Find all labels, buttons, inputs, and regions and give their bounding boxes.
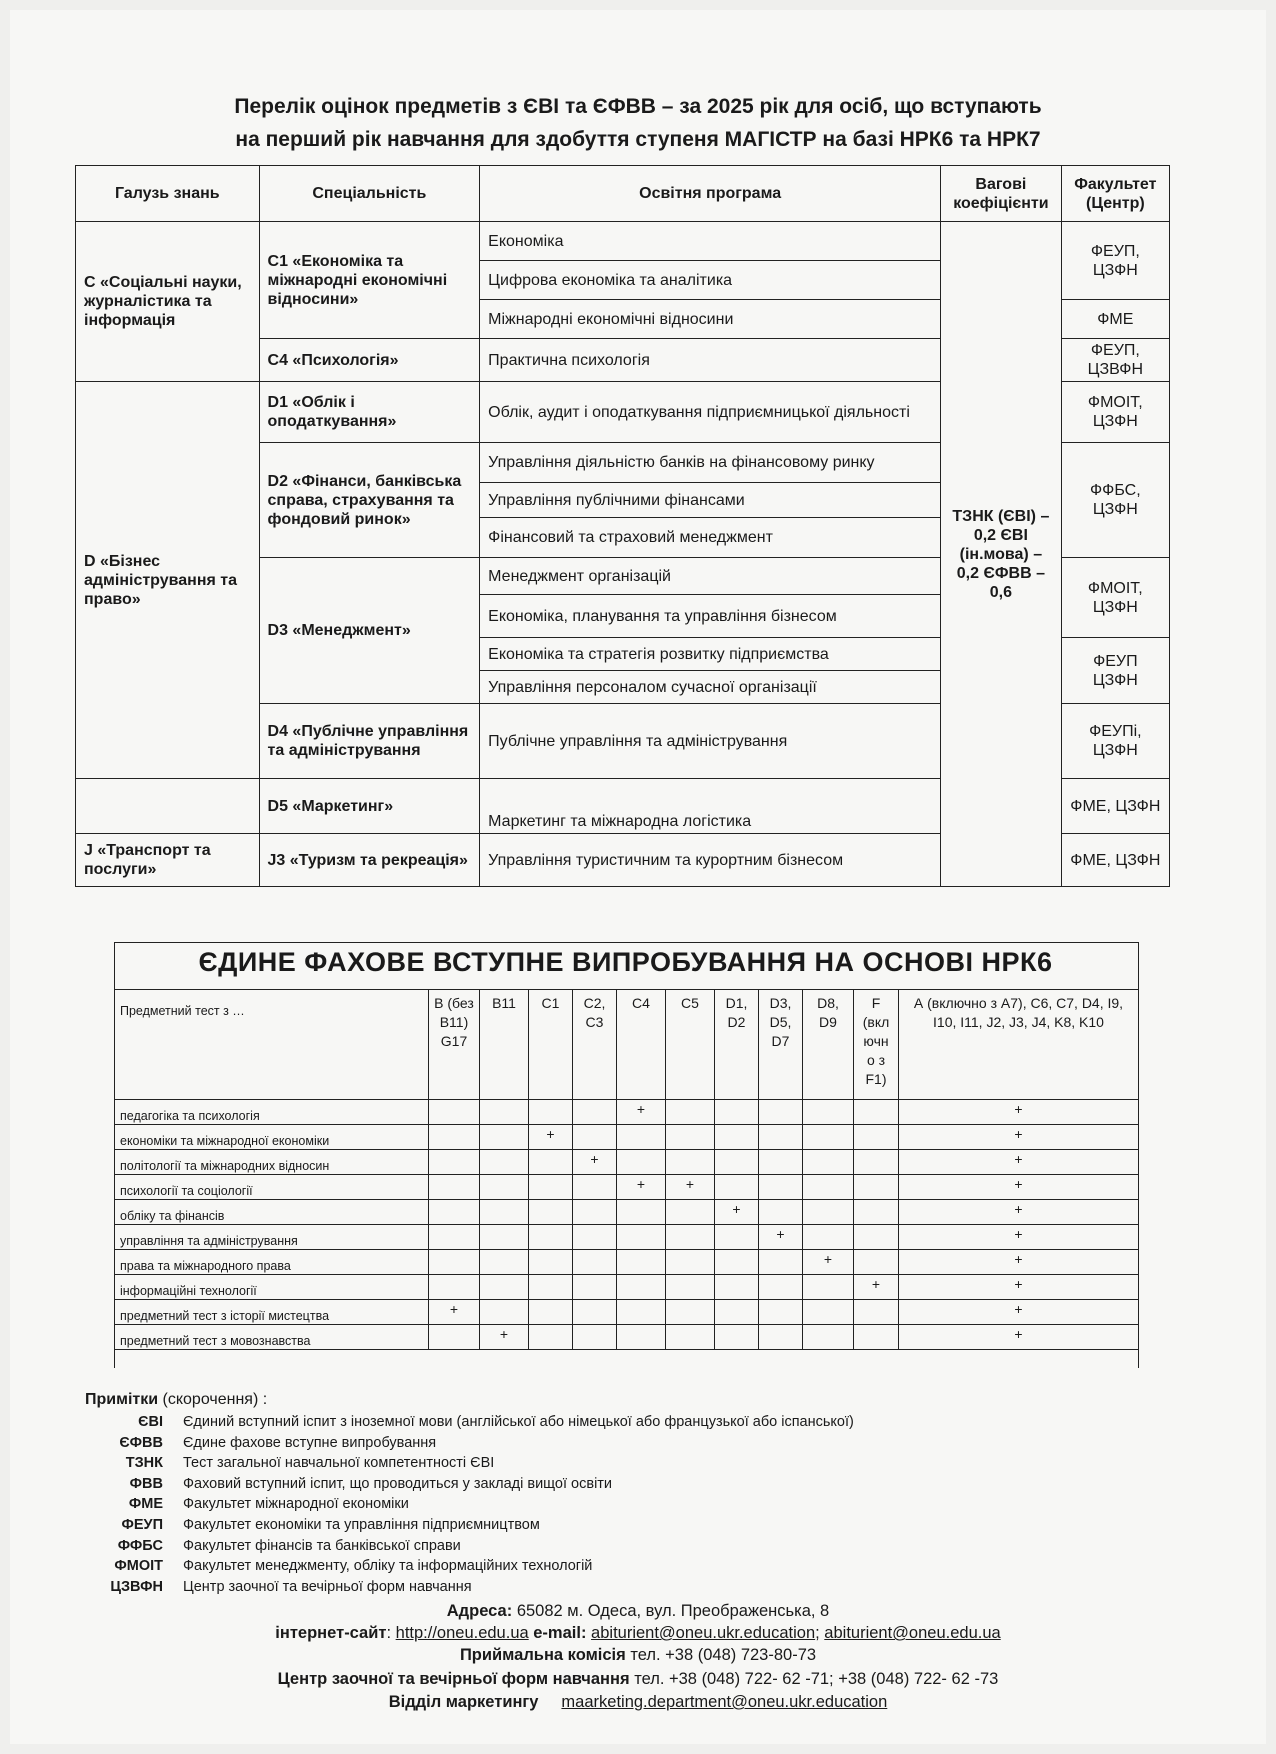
abbreviation-definition: Факультет фінансів та банківської справи bbox=[183, 1537, 461, 1554]
exam-cell bbox=[529, 1150, 573, 1175]
notes-heading: Примітки (скорочення) : bbox=[85, 1391, 268, 1408]
specialty-d1: D1 «Облік і оподаткування» bbox=[259, 382, 480, 443]
specialty-d2: D2 «Фінанси, банківська справа, страхування та фондовий ринок» bbox=[259, 443, 480, 558]
exam-column-header: С2, С3 bbox=[573, 990, 617, 1100]
exam-cell bbox=[480, 1300, 529, 1325]
exam-corner-label: Предметний тест з … bbox=[115, 990, 429, 1100]
specialty-d3: D3 «Менеджмент» bbox=[259, 558, 480, 704]
exam-cell bbox=[529, 1275, 573, 1300]
exam-cell bbox=[666, 1225, 715, 1250]
exam-row bbox=[115, 1100, 1139, 1125]
exam-cell bbox=[854, 1125, 899, 1150]
abbreviation-definition: Центр заочної та вечірньої форм навчання bbox=[183, 1578, 472, 1595]
header-faculty: Факультет (Центр) bbox=[1061, 166, 1169, 222]
exam-cell bbox=[617, 1325, 666, 1350]
exam-cell bbox=[715, 1175, 759, 1200]
exam-cell bbox=[480, 1175, 529, 1200]
exam-cell bbox=[573, 1200, 617, 1225]
exam-cell bbox=[715, 1100, 759, 1125]
exam-cell bbox=[666, 1200, 715, 1225]
exam-cell bbox=[529, 1325, 573, 1350]
exam-cell bbox=[480, 1250, 529, 1275]
exam-cell bbox=[899, 1150, 1139, 1175]
exam-cell bbox=[617, 1125, 666, 1150]
exam-row bbox=[115, 1300, 1139, 1325]
footer-center: Центр заочної та вечірньої форм навчання тел. +38 (048) 722- 62 -71; +38 (048) 722- 62 -73 bbox=[277, 1670, 999, 1688]
exam-cell bbox=[429, 1250, 480, 1275]
exam-row bbox=[115, 1325, 1139, 1350]
exam-cell bbox=[617, 1150, 666, 1175]
table-row bbox=[76, 222, 1170, 261]
faculty-cell: ФЕУП ЦЗФН bbox=[1061, 638, 1169, 704]
exam-cell bbox=[715, 1125, 759, 1150]
exam-cell bbox=[573, 1250, 617, 1275]
faculty-cell: ФЕУП, ЦЗФН bbox=[1061, 222, 1169, 300]
exam-cell bbox=[429, 1100, 480, 1125]
title-line-2: на перший рік навчання для здобуття ступеня МАГІСТР на базі НРК6 та НРК7 bbox=[235, 128, 1041, 151]
exam-cell bbox=[480, 1275, 529, 1300]
exam-cell bbox=[429, 1300, 480, 1325]
abbreviation: ФМОІТ bbox=[114, 1558, 163, 1575]
exam-cell bbox=[529, 1100, 573, 1125]
plus-mark: + bbox=[1014, 1326, 1023, 1342]
exam-cell bbox=[617, 1225, 666, 1250]
email-link[interactable]: abiturient@oneu.edu.ua bbox=[824, 1624, 1001, 1642]
exam-column-header: С5 bbox=[666, 990, 715, 1100]
exam-cell bbox=[617, 1250, 666, 1275]
exam-row-label: економіки та міжнародної економіки bbox=[115, 1125, 429, 1150]
exam-header-row bbox=[115, 990, 1139, 1100]
plus-mark: + bbox=[1014, 1126, 1023, 1142]
exam-row-label: права та міжнародного права bbox=[115, 1250, 429, 1275]
exam-cell bbox=[899, 1200, 1139, 1225]
exam-cell bbox=[715, 1250, 759, 1275]
abbreviation: ФМЕ bbox=[128, 1496, 163, 1513]
plus-mark: + bbox=[636, 1176, 646, 1192]
exam-cell bbox=[854, 1275, 899, 1300]
exam-column-header: F (вкл ючн о з F1) bbox=[854, 990, 899, 1100]
header-area: Галузь знань bbox=[76, 166, 260, 222]
exam-cell bbox=[854, 1325, 899, 1350]
document-title bbox=[0, 90, 1276, 156]
exam-cell bbox=[759, 1175, 803, 1200]
exam-cell bbox=[759, 1100, 803, 1125]
exam-cell bbox=[715, 1300, 759, 1325]
exam-cell bbox=[480, 1325, 529, 1350]
exam-cell bbox=[759, 1325, 803, 1350]
exam-cell bbox=[666, 1125, 715, 1150]
exam-cell bbox=[899, 1275, 1139, 1300]
exam-cell bbox=[759, 1225, 803, 1250]
header-coefficients: Вагові коефіцієнти bbox=[941, 166, 1062, 222]
exam-cell bbox=[529, 1225, 573, 1250]
title-line-1: Перелік оцінок предметів з ЄВІ та ЄФВВ – за 2025 рік для осіб, що вступають bbox=[234, 95, 1042, 118]
abbreviation-definition: Факультет менеджменту, обліку та інформаційних технологій bbox=[183, 1558, 593, 1575]
exam-column-header: В (без В11) G17 bbox=[429, 990, 480, 1100]
exam-column-header: D8, D9 bbox=[803, 990, 854, 1100]
exam-row bbox=[115, 1150, 1139, 1175]
exam-cell bbox=[573, 1175, 617, 1200]
exam-cell bbox=[666, 1175, 715, 1200]
entrance-exam-title: ЄДИНЕ ФАХОВЕ ВСТУПНЕ ВИПРОБУВАННЯ НА ОСНОВІ НРК6 bbox=[198, 947, 1053, 977]
exam-cell bbox=[803, 1175, 854, 1200]
plus-mark: + bbox=[1014, 1301, 1023, 1317]
plus-mark: + bbox=[1014, 1101, 1023, 1117]
abbreviation-definition: Факультет міжнародної економіки bbox=[183, 1496, 409, 1513]
program-cell: Міжнародні економічні відносини bbox=[480, 300, 941, 339]
exam-cell bbox=[617, 1100, 666, 1125]
exam-cell bbox=[759, 1250, 803, 1275]
faculty-cell: ФМЕ bbox=[1061, 300, 1169, 339]
exam-cell bbox=[666, 1325, 715, 1350]
exam-cell bbox=[529, 1200, 573, 1225]
exam-cell bbox=[529, 1125, 573, 1150]
plus-mark: + bbox=[871, 1276, 881, 1292]
program-cell: Публічне управління та адміністрування bbox=[480, 704, 941, 779]
header-program: Освітня програма bbox=[480, 166, 941, 222]
exam-cell bbox=[529, 1300, 573, 1325]
exam-cell bbox=[480, 1100, 529, 1125]
abbreviation: ФВВ bbox=[129, 1475, 163, 1492]
exam-cell bbox=[854, 1200, 899, 1225]
exam-cell bbox=[759, 1200, 803, 1225]
exam-cell bbox=[803, 1225, 854, 1250]
exam-cell bbox=[429, 1325, 480, 1350]
exam-cell bbox=[666, 1300, 715, 1325]
exam-row-label: управління та адміністрування bbox=[115, 1225, 429, 1250]
exam-column-header: D1, D2 bbox=[715, 990, 759, 1100]
plus-mark: + bbox=[1014, 1226, 1023, 1242]
faculty-cell: ФМЕ, ЦЗФН bbox=[1061, 779, 1169, 834]
program-cell: Управління персоналом сучасної організації bbox=[480, 671, 941, 704]
abbreviation-definition: Єдине фахове вступне випробування bbox=[183, 1434, 437, 1451]
exam-column-header: В11 bbox=[480, 990, 529, 1100]
footer-marketing: Відділ маркетингу maarketing.department@oneu.ukr.education bbox=[388, 1693, 888, 1711]
specialty-d5: D5 «Маркетинг» bbox=[259, 779, 480, 834]
exam-cell bbox=[899, 1125, 1139, 1150]
program-cell: Фінансовий та страховий менеджмент bbox=[480, 518, 941, 558]
exam-row-label: психології та соціології bbox=[115, 1175, 429, 1200]
header-specialty: Спеціальність bbox=[259, 166, 480, 222]
plus-mark: + bbox=[685, 1176, 695, 1192]
specialty-c4: С4 «Психологія» bbox=[259, 339, 480, 382]
exam-cell bbox=[759, 1275, 803, 1300]
exam-row bbox=[115, 1225, 1139, 1250]
footer-commission: Приймальна комісія тел. +38 (048) 723-80-73 bbox=[459, 1646, 817, 1664]
program-cell: Управління діяльністю банків на фінансовому ринку bbox=[480, 443, 941, 483]
plus-mark: + bbox=[590, 1151, 599, 1167]
exam-cell bbox=[573, 1225, 617, 1250]
program-cell: Маркетинг та міжнародна логістика bbox=[480, 779, 941, 834]
program-cell: Облік, аудит і оподаткування підприємницької діяльності bbox=[480, 382, 941, 443]
exam-cell bbox=[715, 1225, 759, 1250]
abbreviation-definition: Факультет економіки та управління підприємництвом bbox=[183, 1516, 540, 1533]
exam-cell bbox=[803, 1125, 854, 1150]
exam-cell bbox=[666, 1150, 715, 1175]
exam-column-header: С4 bbox=[617, 990, 666, 1100]
faculty-cell: ФМЕ, ЦЗФН bbox=[1061, 834, 1169, 887]
exam-row bbox=[115, 1275, 1139, 1300]
abbreviation: ЄВІ bbox=[138, 1414, 163, 1430]
exam-cell bbox=[759, 1125, 803, 1150]
exam-cell bbox=[715, 1150, 759, 1175]
program-cell: Практична психологія bbox=[480, 339, 941, 382]
exam-cell bbox=[573, 1100, 617, 1125]
exam-cell bbox=[715, 1200, 759, 1225]
exam-cell bbox=[429, 1175, 480, 1200]
area-j: J «Транспорт та послуги» bbox=[76, 834, 260, 887]
plus-mark: + bbox=[1014, 1151, 1023, 1167]
exam-cell bbox=[899, 1225, 1139, 1250]
exam-cell bbox=[429, 1225, 480, 1250]
abbreviation: ЦЗВФН bbox=[110, 1578, 163, 1595]
exam-row-label: предметний тест з історії мистецтва bbox=[115, 1300, 429, 1325]
plus-mark: + bbox=[499, 1326, 509, 1342]
exam-cell bbox=[573, 1150, 617, 1175]
exam-cell bbox=[573, 1300, 617, 1325]
exam-cell bbox=[803, 1250, 854, 1275]
plus-mark: + bbox=[636, 1101, 646, 1117]
abbreviation-definition: Фаховий вступний іспит, що проводиться у закладі вищої освіти bbox=[183, 1475, 613, 1492]
exam-cell bbox=[899, 1250, 1139, 1275]
program-cell: Цифрова економіка та аналітика bbox=[480, 261, 941, 300]
exam-cell bbox=[854, 1100, 899, 1125]
email-link[interactable]: abiturient@oneu.ukr.education bbox=[591, 1624, 816, 1642]
plus-mark: + bbox=[823, 1251, 833, 1267]
exam-cell bbox=[803, 1300, 854, 1325]
program-cell: Менеджмент організацій bbox=[480, 558, 941, 595]
area-d: D «Бізнес адміністрування та право» bbox=[76, 382, 260, 779]
plus-mark: + bbox=[1014, 1201, 1023, 1217]
exam-cell bbox=[803, 1100, 854, 1125]
exam-cell bbox=[854, 1150, 899, 1175]
exam-cell bbox=[573, 1325, 617, 1350]
exam-row bbox=[115, 1250, 1139, 1275]
faculty-cell: ФМОІТ, ЦЗФН bbox=[1061, 558, 1169, 638]
abbreviation: ФФБС bbox=[117, 1537, 163, 1554]
exam-cell bbox=[854, 1300, 899, 1325]
marketing-email-link[interactable]: maarketing.department@oneu.ukr.education bbox=[561, 1693, 888, 1711]
plus-mark: + bbox=[546, 1126, 555, 1142]
plus-mark: + bbox=[776, 1226, 785, 1242]
exam-cell bbox=[617, 1300, 666, 1325]
abbreviation-definition: Тест загальної навчальної компетентності ЄВІ bbox=[183, 1455, 495, 1472]
exam-cell bbox=[759, 1300, 803, 1325]
exam-row-label: педагогіка та психологія bbox=[115, 1100, 429, 1125]
faculty-cell: ФФБС, ЦЗФН bbox=[1061, 443, 1169, 558]
specialty-d4: D4 «Публічне управління та адміністрування bbox=[259, 704, 480, 779]
table-header-row bbox=[76, 166, 1170, 222]
program-cell: Економіка, планування та управління бізнесом bbox=[480, 595, 941, 638]
exam-cell bbox=[666, 1100, 715, 1125]
exam-cell bbox=[617, 1200, 666, 1225]
abbreviation-definition: Єдиний вступний іспит з іноземної мови (англійської або німецької або французької або іспанської) bbox=[183, 1414, 854, 1430]
plus-mark: + bbox=[449, 1301, 459, 1317]
exam-cell bbox=[899, 1175, 1139, 1200]
specialty-c1: С1 «Економіка та міжнародні економічні відносини» bbox=[259, 222, 480, 339]
exam-cell bbox=[715, 1275, 759, 1300]
exam-cell bbox=[803, 1275, 854, 1300]
abbreviation: ЄФВВ bbox=[119, 1434, 163, 1451]
exam-cell bbox=[666, 1250, 715, 1275]
faculty-cell: ФМОІТ, ЦЗФН bbox=[1061, 382, 1169, 443]
faculty-cell: ФЕУПі, ЦЗФН bbox=[1061, 704, 1169, 779]
exam-row-label: політології та міжнародних відносин bbox=[115, 1150, 429, 1175]
exam-cell bbox=[529, 1250, 573, 1275]
area-d-tail bbox=[76, 779, 260, 834]
entrance-exam-table bbox=[114, 989, 1139, 1350]
weight-coefficients: ТЗНК (ЄВІ) – 0,2 ЄВІ (ін.мова) – 0,2 ЄФВВ – 0,6 bbox=[941, 222, 1062, 887]
abbreviation: ТЗНК bbox=[125, 1455, 163, 1472]
plus-mark: + bbox=[1014, 1276, 1023, 1292]
programs-table bbox=[75, 165, 1170, 887]
exam-cell bbox=[803, 1325, 854, 1350]
program-cell: Економіка bbox=[480, 222, 941, 261]
exam-row bbox=[115, 1175, 1139, 1200]
program-cell: Економіка та стратегія розвитку підприємства bbox=[480, 638, 941, 671]
abbreviation: ФЕУП bbox=[121, 1516, 163, 1533]
exam-cell bbox=[803, 1200, 854, 1225]
program-cell: Управління туристичним та курортним бізнесом bbox=[480, 834, 941, 887]
area-c: С «Соціальні науки, журналістика та інформація bbox=[76, 222, 260, 382]
footer-address: Адреса: 65082 м. Одеса, вул. Преображенська, 8 bbox=[446, 1602, 830, 1620]
exam-cell bbox=[480, 1125, 529, 1150]
exam-cell bbox=[715, 1325, 759, 1350]
exam-cell bbox=[803, 1150, 854, 1175]
exam-cell bbox=[854, 1225, 899, 1250]
plus-mark: + bbox=[732, 1201, 741, 1217]
exam-cell bbox=[617, 1175, 666, 1200]
faculty-cell: ФЕУП, ЦЗВФН bbox=[1061, 339, 1169, 382]
exam-column-header: С1 bbox=[529, 990, 573, 1100]
exam-row-label: інформаційні технології bbox=[115, 1275, 429, 1300]
footer-contacts: інтернет-сайт: http://oneu.edu.ua e-mail: abiturient@oneu.ukr.education; abiturient@oneu.edu.ua bbox=[275, 1624, 1001, 1642]
exam-cell bbox=[429, 1200, 480, 1225]
exam-cell bbox=[429, 1125, 480, 1150]
exam-cell bbox=[617, 1275, 666, 1300]
exam-row bbox=[115, 1200, 1139, 1225]
website-link[interactable]: http://oneu.edu.ua bbox=[395, 1624, 529, 1642]
exam-cell bbox=[899, 1100, 1139, 1125]
exam-cell bbox=[899, 1300, 1139, 1325]
exam-cell bbox=[854, 1250, 899, 1275]
exam-row bbox=[115, 1125, 1139, 1150]
exam-cell bbox=[480, 1225, 529, 1250]
exam-cell bbox=[480, 1150, 529, 1175]
exam-cell bbox=[573, 1125, 617, 1150]
exam-cell bbox=[854, 1175, 899, 1200]
program-cell: Управління публічними фінансами bbox=[480, 483, 941, 518]
exam-column-header: А (включно з А7), С6, С7, D4, I9, I10, I11, J2, J3, J4, K8, K10 bbox=[899, 990, 1139, 1100]
specialty-j3: J3 «Туризм та рекреація» bbox=[259, 834, 480, 887]
exam-cell bbox=[573, 1275, 617, 1300]
exam-cell bbox=[899, 1325, 1139, 1350]
exam-row-label: обліку та фінансів bbox=[115, 1200, 429, 1225]
exam-row-label: предметний тест з мовознавства bbox=[115, 1325, 429, 1350]
exam-cell bbox=[529, 1175, 573, 1200]
exam-cell bbox=[666, 1275, 715, 1300]
exam-cell bbox=[429, 1275, 480, 1300]
exam-cell bbox=[480, 1200, 529, 1225]
exam-cell bbox=[429, 1150, 480, 1175]
exam-column-header: D3, D5, D7 bbox=[759, 990, 803, 1100]
plus-mark: + bbox=[1014, 1176, 1023, 1192]
exam-cell bbox=[759, 1150, 803, 1175]
plus-mark: + bbox=[1014, 1251, 1023, 1267]
